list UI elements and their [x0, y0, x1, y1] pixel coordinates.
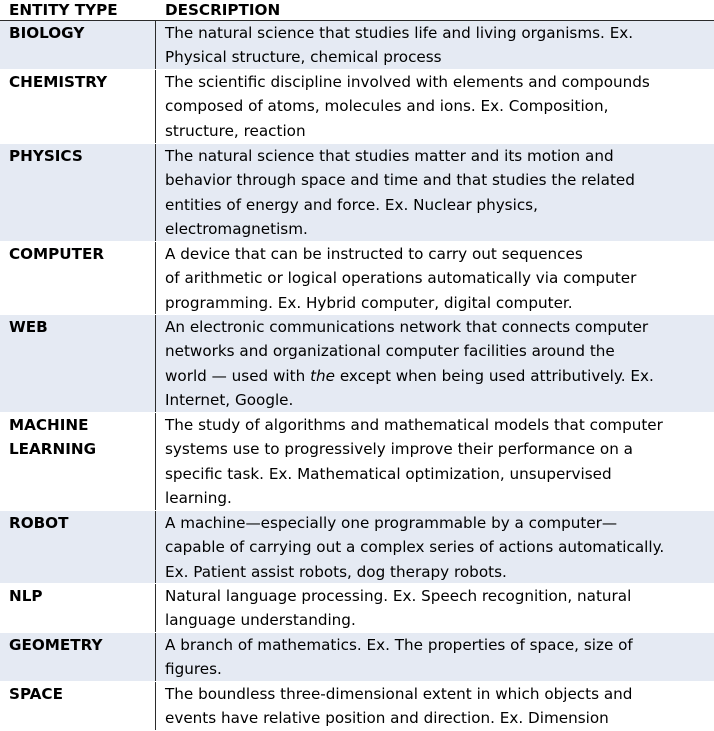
- table-row: [0, 511, 714, 584]
- table-row: [0, 682, 714, 731]
- description-cell: The study of algorithms and mathematical models that computer systems use to progressively improve their performance on a specific task. Ex. Mathematical optimization, unsupervised learning.: [165, 416, 663, 508]
- entity-type-cell: GEOMETRY: [0, 633, 156, 681]
- entity-type-cell: SPACE: [0, 682, 156, 730]
- table-row: [0, 633, 714, 682]
- table-row: [0, 21, 714, 70]
- table-row: [0, 144, 714, 242]
- table-row: [0, 242, 714, 315]
- entity-type-cell: CHEMISTRY: [0, 70, 156, 143]
- description-text: An electronic communications network that connects computer networks and organizational computer facilities around the world — used with: [165, 318, 649, 385]
- table-row: [0, 584, 714, 633]
- table-row: [0, 413, 714, 511]
- entity-type-cell: BIOLOGY: [0, 21, 156, 69]
- description-cell: The natural science that studies life and living organisms. Ex. Physical structure, chemical process: [165, 24, 634, 67]
- description-text: except when being used attributively. Ex. Internet, Google.: [165, 366, 654, 410]
- table-header-row: [0, 0, 714, 21]
- table-row: [0, 315, 714, 413]
- description-cell: The boundless three-dimensional extent in which objects and events have relative position and direction. Ex. Dimension: [165, 685, 633, 728]
- entity-type-cell: NLP: [0, 584, 156, 632]
- description-cell: A branch of mathematics. Ex. The properties of space, size of figures.: [165, 636, 633, 679]
- description-cell: A device that can be instructed to carry out sequences of arithmetic or logical operations automatically via computer programming. Ex. Hybrid computer, digital computer.: [165, 245, 637, 312]
- description-cell: Natural language processing. Ex. Speech recognition, natural language understanding.: [165, 587, 632, 630]
- description-emphasis: the: [310, 366, 335, 385]
- header-description: DESCRIPTION: [165, 1, 281, 19]
- description-cell: The natural science that studies matter and its motion and behavior through space and time and that studies the related entities of energy and force. Ex. Nuclear physics, electromagnetism.: [165, 147, 635, 239]
- description-cell: [156, 315, 714, 412]
- header-entity-type: ENTITY TYPE: [9, 1, 118, 19]
- description-cell: The scientific discipline involved with elements and compounds composed of atoms, molecules and ions. Ex. Composition, structure, reaction: [165, 73, 650, 140]
- description-cell: A machine—especially one programmable by a computer— capable of carrying out a complex series of actions automatically. Ex. Patient assist robots, dog therapy robots.: [165, 514, 665, 581]
- entity-type-cell: WEB: [0, 315, 156, 412]
- entity-type-cell: COMPUTER: [0, 242, 156, 314]
- entity-type-cell: PHYSICS: [0, 144, 156, 241]
- entity-type-cell: MACHINE LEARNING: [0, 413, 156, 510]
- table-row: [0, 70, 714, 144]
- entity-type-cell: ROBOT: [0, 511, 156, 583]
